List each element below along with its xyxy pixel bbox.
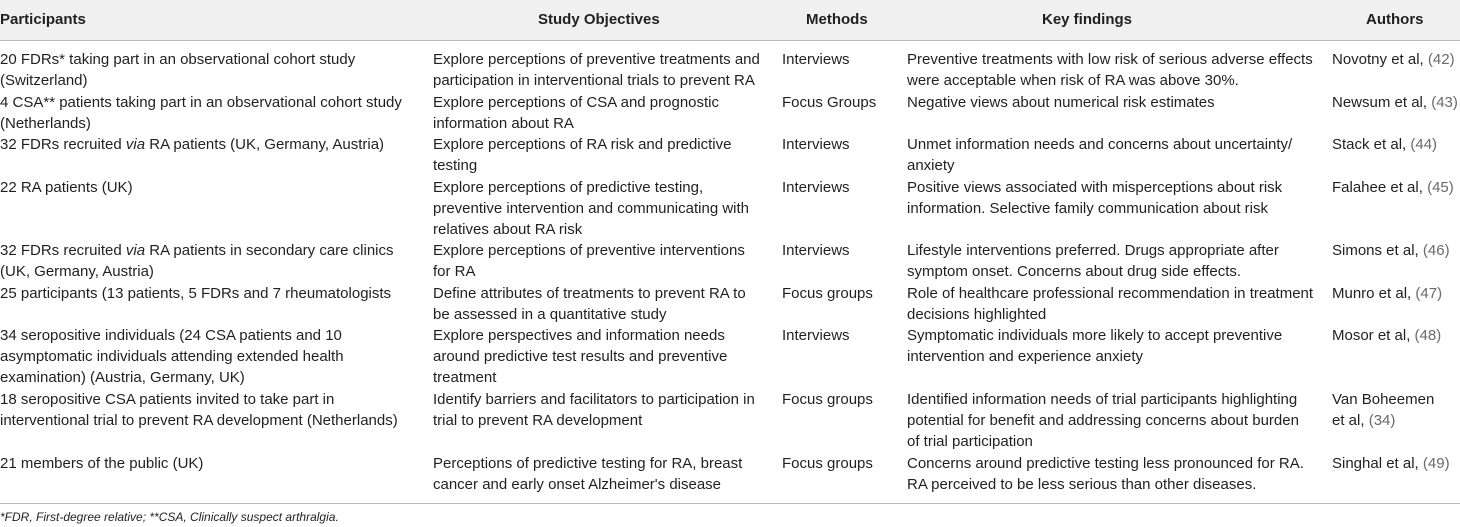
citation-link[interactable]: (44) xyxy=(1410,136,1438,153)
objectives-cell: Perceptions of predictive testing for RA, breast cancer and early onset Alzheimer's disease xyxy=(433,455,743,493)
findings-cell: Unmet information needs and concerns about uncertainty/ anxiety xyxy=(907,136,1293,174)
participants-cell: 32 FDRs recruited via RA patients in secondary care clinics (UK, Germany, Austria) xyxy=(0,242,394,280)
authors-cell: Munro et al, (47) xyxy=(1332,285,1443,302)
participants-cell: 25 participants (13 patients, 5 FDRs and 7 rheumatologists xyxy=(0,285,392,302)
objectives-cell: Explore perceptions of predictive testing, preventive intervention and communicating with relatives about RA risk xyxy=(433,179,750,238)
methods-cell: Focus Groups xyxy=(782,94,877,111)
citation-link[interactable]: (49) xyxy=(1422,455,1450,472)
participants-cell: 20 FDRs* taking part in an observational cohort study (Switzerland) xyxy=(0,51,356,89)
methods-cell: Interviews xyxy=(782,242,850,259)
citation-link[interactable]: (47) xyxy=(1415,285,1443,302)
findings-cell: Symptomatic individuals more likely to accept preventive intervention and experience anxiety xyxy=(907,327,1283,365)
objectives-cell: Explore perspectives and information needs around predictive test results and preventive treatment xyxy=(433,327,728,386)
participants-cell: 32 FDRs recruited via RA patients (UK, Germany, Austria) xyxy=(0,136,385,153)
methods-cell: Focus groups xyxy=(782,455,873,472)
methods-cell: Interviews xyxy=(782,179,850,196)
findings-cell: Identified information needs of trial participants highlighting potential for benefit and addressing concerns about burden of trial participation xyxy=(907,391,1299,450)
citation-link[interactable]: (34) xyxy=(1368,412,1396,429)
header-participants: Participants xyxy=(0,11,86,28)
participants-cell: 4 CSA** patients taking part in an observational cohort study (Netherlands) xyxy=(0,94,402,132)
table-bottom-rule xyxy=(0,503,1460,504)
objectives-cell: Explore perceptions of CSA and prognostic information about RA xyxy=(433,94,720,132)
citation-link[interactable]: (48) xyxy=(1414,327,1442,344)
methods-cell: Interviews xyxy=(782,327,850,344)
participants-cell: 34 seropositive individuals (24 CSA patients and 10 asymptomatic individuals attending extended health examination) (Austria, Germany, UK) xyxy=(0,327,344,386)
methods-cell: Interviews xyxy=(782,51,850,68)
header-authors: Authors xyxy=(1366,11,1424,28)
authors-cell: Mosor et al, (48) xyxy=(1332,327,1442,344)
citation-link[interactable]: (42) xyxy=(1427,51,1455,68)
authors-cell: Van Boheemen et al, (34) xyxy=(1332,391,1435,429)
findings-cell: Positive views associated with misperceptions about risk information. Selective family communication about risk xyxy=(907,179,1283,217)
objectives-cell: Identify barriers and facilitators to participation in trial to prevent RA development xyxy=(433,391,755,429)
objectives-cell: Explore perceptions of preventive interventions for RA xyxy=(433,242,745,280)
citation-link[interactable]: (43) xyxy=(1431,94,1458,111)
authors-cell: Newsum et al, (43) xyxy=(1332,94,1458,111)
participants-cell: 22 RA patients (UK) xyxy=(0,179,133,196)
authors-cell: Simons et al, (46) xyxy=(1332,242,1450,259)
authors-cell: Stack et al, (44) xyxy=(1332,136,1438,153)
participants-cell: 21 members of the public (UK) xyxy=(0,455,204,472)
citation-link[interactable]: (45) xyxy=(1427,179,1454,196)
objectives-cell: Explore perceptions of preventive treatments and participation in interventional trials to prevent RA xyxy=(433,51,760,89)
methods-cell: Focus groups xyxy=(782,285,873,302)
authors-cell: Novotny et al, (42) xyxy=(1332,51,1455,68)
header-study-objectives: Study Objectives xyxy=(538,11,660,28)
objectives-cell: Explore perceptions of RA risk and predictive testing xyxy=(433,136,732,174)
findings-cell: Preventive treatments with low risk of serious adverse effects were acceptable when risk of RA was above 30%. xyxy=(907,51,1313,89)
header-methods: Methods xyxy=(806,11,868,28)
methods-cell: Interviews xyxy=(782,136,850,153)
citation-link[interactable]: (46) xyxy=(1422,242,1450,259)
participants-cell: 18 seropositive CSA patients invited to take part in interventional trial to prevent RA development (Netherlands) xyxy=(0,391,398,429)
authors-cell: Falahee et al, (45) xyxy=(1332,179,1454,196)
findings-cell: Lifestyle interventions preferred. Drugs appropriate after symptom onset. Concerns about drug side effects. xyxy=(907,242,1279,280)
authors-cell: Singhal et al, (49) xyxy=(1332,455,1450,472)
findings-cell: Negative views about numerical risk estimates xyxy=(907,94,1215,111)
methods-cell: Focus groups xyxy=(782,391,873,408)
findings-cell: Concerns around predictive testing less pronounced for RA. RA perceived to be less serious than other diseases. xyxy=(907,455,1304,493)
table-footnote: *FDR, First-degree relative; **CSA, Clinically suspect arthralgia. xyxy=(0,510,339,524)
findings-cell: Role of healthcare professional recommendation in treatment decisions highlighted xyxy=(907,285,1314,323)
header-key-findings: Key findings xyxy=(1042,11,1133,28)
objectives-cell: Define attributes of treatments to prevent RA to be assessed in a quantitative study xyxy=(433,285,746,323)
table-header xyxy=(0,0,1460,41)
